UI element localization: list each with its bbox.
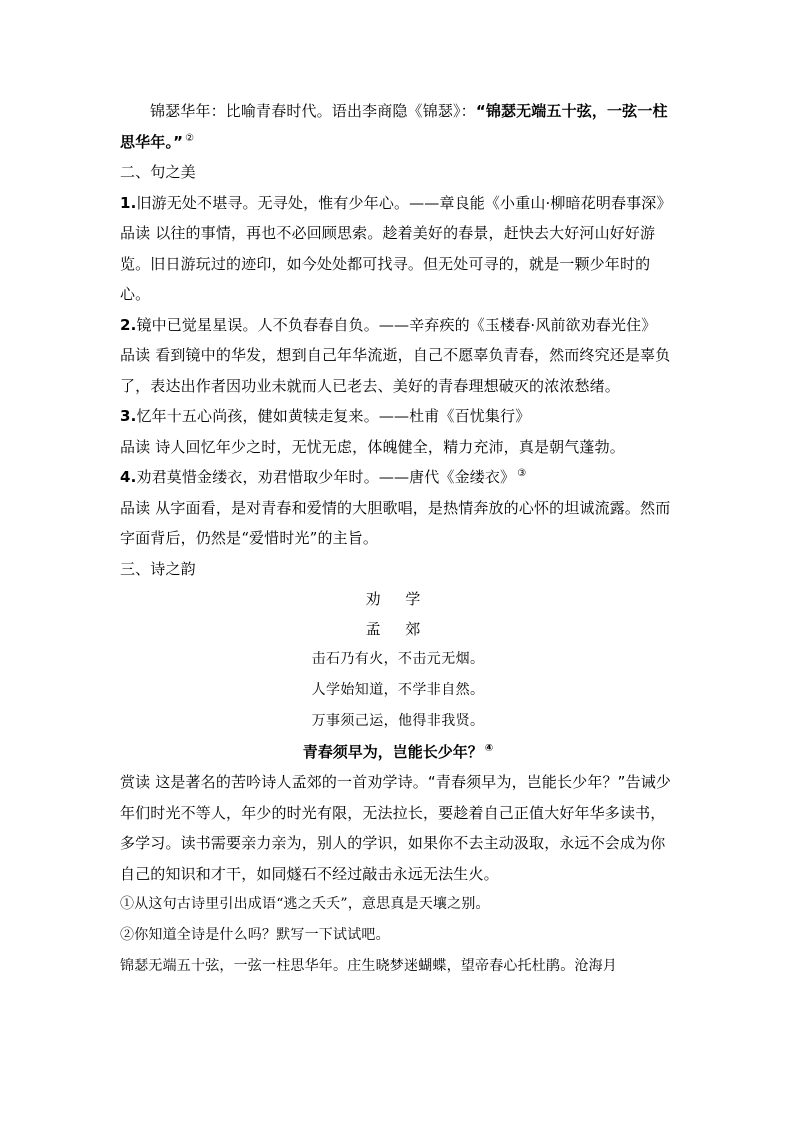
- reading-text: 诗人回忆年少之时，无忧无虑，体魄健全，精力充沛，真是朝气蓬勃。: [155, 437, 625, 456]
- note-line: ②你知道全诗是什么吗？默写一下试试吧。: [120, 927, 390, 943]
- appreciation-label: 赏读: [120, 773, 151, 791]
- intro-paragraph: [120, 96, 676, 157]
- reading-paragraph: [120, 493, 676, 554]
- footnote-mark: ②: [185, 132, 195, 144]
- reading-text: 从字面看，是对青春和爱情的大胆歌唱，是热情奔放的心怀的坦诚流露。然而字面背后，仍然是“爱惜时光”的主旨。: [120, 498, 671, 547]
- item-text: 旧游无处不堪寻。无寻处，惟有少年心。——章良能《小重山·柳暗花明春事深》: [136, 193, 672, 212]
- reading-label: 品读: [120, 437, 151, 456]
- quote-item: [120, 310, 676, 341]
- quote-item: [120, 462, 676, 493]
- poem-line: 万事须己运，他得非我贤。: [311, 713, 485, 729]
- item-number: 2.: [120, 315, 137, 334]
- poem-last-line: [120, 737, 676, 767]
- appreciation-paragraph: [120, 767, 676, 889]
- item-text: 劝君莫惜金缕衣，劝君惜取少年时。——唐代《金缕衣》: [136, 468, 516, 486]
- reading-label: 品读: [120, 346, 151, 364]
- poem-author: 孟 郊: [365, 620, 431, 638]
- footnote-mark: ③: [517, 468, 527, 479]
- reading-paragraph: [120, 432, 676, 463]
- poem-line: 击石乃有火，不击元无烟。: [311, 651, 485, 667]
- poem-last-text: 青春须早为，岂能长少年？: [302, 743, 483, 761]
- reading-label: 品读: [120, 498, 151, 517]
- intro-text: 锦瑟华年：比喻青春时代。语出李商隐《锦瑟》：: [150, 102, 476, 120]
- reading-paragraph: [120, 218, 676, 310]
- appreciation-text: 这是著名的苦吟诗人孟郊的一首劝学诗。“青春须早为，岂能长少年？”告诫少年们时光不等人，年少的时光有限，无法拉长，要趁着自己正值大好年华多读书，多学习。读书需要亲力亲为，别人的学识，如果你不去主动汲取，永远不会成为你自己的知识和才干，如同燧石不经过敲击永远无法生火。: [120, 773, 672, 883]
- intro-quote: “锦瑟无端五十弦，一弦一柱思华年。”: [120, 102, 668, 151]
- item-text: 镜中已觉星星误。人不负春春自负。——辛弃疾的《玉楼春·风前欲劝春光住》: [136, 315, 657, 334]
- poem-block: [120, 584, 676, 767]
- reading-text: 看到镜中的华发，想到自己年华流逝，自己不愿辜负青春，然而终究还是辜负了，表达出作者因功业未就而人已老去、美好的青春理想破灭的浓浓愁绪。: [120, 346, 671, 395]
- quote-item: [120, 188, 676, 219]
- note-line: ①从这句古诗里引出成语“逃之夭夭”，意思真是天壤之别。: [120, 896, 490, 912]
- item-number: 3.: [120, 407, 137, 425]
- footnote-mark: ④: [484, 743, 494, 754]
- document-page: [120, 96, 676, 1016]
- item-number: 4.: [120, 468, 137, 486]
- reading-paragraph: [120, 340, 676, 401]
- quote-item: [120, 401, 676, 432]
- item-text: 忆年十五心尚孩，健如黄犊走复来。——杜甫《百忧集行》: [136, 407, 531, 425]
- poem-line: 人学始知道，不学非自然。: [311, 682, 485, 698]
- reading-label: 品读: [120, 224, 151, 242]
- poem-title: 劝 学: [365, 590, 431, 608]
- note-line: 锦瑟无端五十弦，一弦一柱思华年。庄生晓梦迷蝴蝶，望帝春心托杜鹃。沧海月: [120, 958, 617, 974]
- reading-text: 以往的事情，再也不必回顾思索。趁着美好的春景，赶快去大好河山好好游览。旧日游玩过的迹印，如今处处都可找寻。但无处可寻的，就是一颗少年时的心。: [120, 224, 656, 303]
- section-heading: 三、诗之韵: [120, 559, 196, 578]
- section-heading: 二、句之美: [120, 163, 196, 181]
- item-number: 1.: [120, 193, 137, 212]
